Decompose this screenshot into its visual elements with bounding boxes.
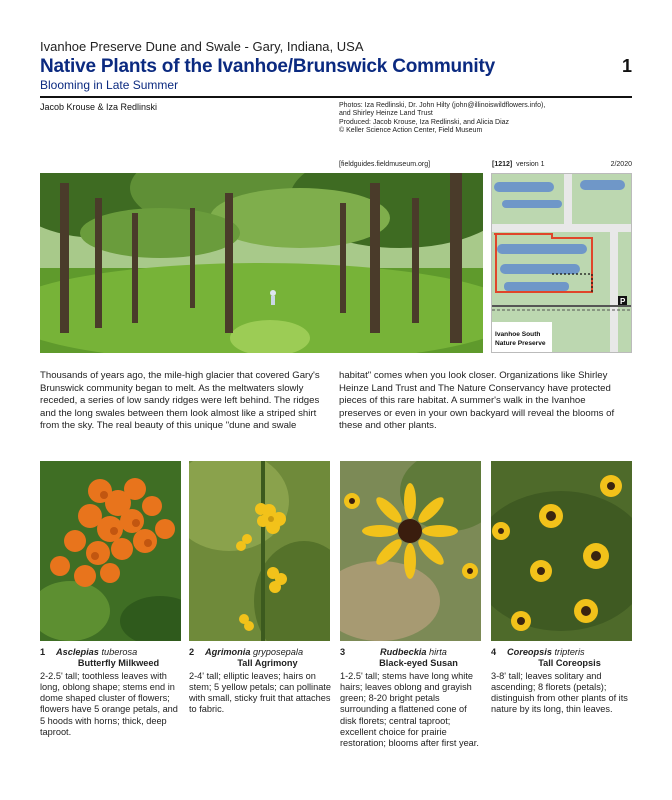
plant-genus: Coreopsis [507,647,552,657]
map-label-line-1: Ivanhoe South [495,331,541,338]
guide-code [492,161,545,168]
plant-description: 2-4' tall; elliptic leaves; hairs on stem; 5 yellow petals; can pollinate with small, sticky fruit that attaches to fabric. [189,670,331,715]
plant-number: 1 [40,647,46,657]
page-subtitle: Blooming in Late Summer [40,78,179,92]
butterfly-milkweed-illustration [40,461,181,641]
plant-genus: Rudbeckia [380,647,427,657]
plant-photo-4 [491,461,632,641]
plant-description: 3-8' tall; leaves solitary and ascending; 8 florets (petals); distinguish from other plants of its nature by its long, thin leaves. [491,670,628,715]
plant-species: hirta [429,647,447,657]
credits-line-2: and Shirley Heinze Land Trust [339,110,433,118]
plant-number: 3 [340,647,346,657]
parking-label: P [620,297,626,306]
tall-coreopsis-illustration [491,461,632,641]
plant-description: 2-2.5' tall; toothless leaves with long, oblong shape; stems end in dome shaped cluster of flowers; flowers have 5 orange petals, and 5 hoods with horns; thick, deep taproot. [40,670,178,738]
plant-number: 4 [491,647,497,657]
plant-common-name: Butterfly Milkweed [77,658,160,669]
plant-photo-3 [340,461,481,641]
guide-code-number: [1212] [492,161,513,168]
plant-photo-1 [40,461,181,641]
plant-species: tripteris [554,647,585,657]
plant-common-name: Black-eyed Susan [379,658,458,669]
plant-caption-1 [40,647,183,738]
guide-site: [fieldguides.fieldmuseum.org] [339,161,431,168]
plant-species: tuberosa [101,647,138,657]
authors: Jacob Krouse & Iza Redlinski [40,102,158,112]
location-line: Ivanhoe Preserve Dune and Swale - Gary, Indiana, USA [40,39,364,54]
plant-genus: Agrimonia [205,647,251,657]
woodland-illustration [40,173,483,353]
plant-description: 1-2.5' tall; stems have long white hairs; leaves oblong and grayish green; 8-20 bright petals surrounding a flattened cone of disk florets; central taproot; excellent choice for prairie restoration; blooms after first year. [340,670,479,749]
map-illustration [492,174,632,353]
plant-species: gryposepala [253,647,304,657]
hero-photo [40,173,483,353]
plant-caption-4 [491,647,634,716]
plant-common-name: Tall Agrimony [237,658,298,669]
plant-genus: Asclepias [56,647,99,657]
header-rule [40,96,632,98]
page-title: Native Plants of the Ivanhoe/Brunswick Community [40,56,495,77]
credits [339,102,545,135]
intro-column-1: Thousands of years ago, the mile-high glacier that covered Gary's Brunswick community began to melt. As the meltwaters slowly receded, a series of low sandy ridges were left behind. The ridges and the long swales between them look almost like a striped shirt from the sky. The real beauty of this unique "dune and swale [40,370,320,432]
map-label-line-2: Nature Preserve [495,340,546,347]
plant-photo-2 [189,461,330,641]
plant-caption-3 [340,647,483,750]
credits-line-1: Photos: Iza Redlinski, Dr. John Hilty (john@illinoiswildflowers.info), [339,102,546,109]
plant-number: 2 [189,647,195,657]
guide-version: version 1 [516,161,545,168]
guide-date: 2/2020 [610,161,632,168]
credits-line-3: Produced: Jacob Krouse, Iza Redlinski, and Alicia Diaz [339,118,510,126]
intro-column-2: habitat" comes when you look closer. Organizations like Shirley Heinze Land Trust and The Nature Conservancy have protected pieces of this rare habitat. A summer's walk in the Ivanhoe preserves or even in your own backyard will reveal the blooms of these and other plants. [339,370,615,432]
plant-caption-2 [189,647,332,716]
plant-common-name: Tall Coreopsis [538,658,601,669]
site-map [491,173,632,353]
tall-agrimony-illustration [189,461,330,641]
black-eyed-susan-illustration [340,461,481,641]
credits-line-4: © Keller Science Action Center, Field Museum [339,126,483,134]
page-number: 1 [621,56,632,76]
